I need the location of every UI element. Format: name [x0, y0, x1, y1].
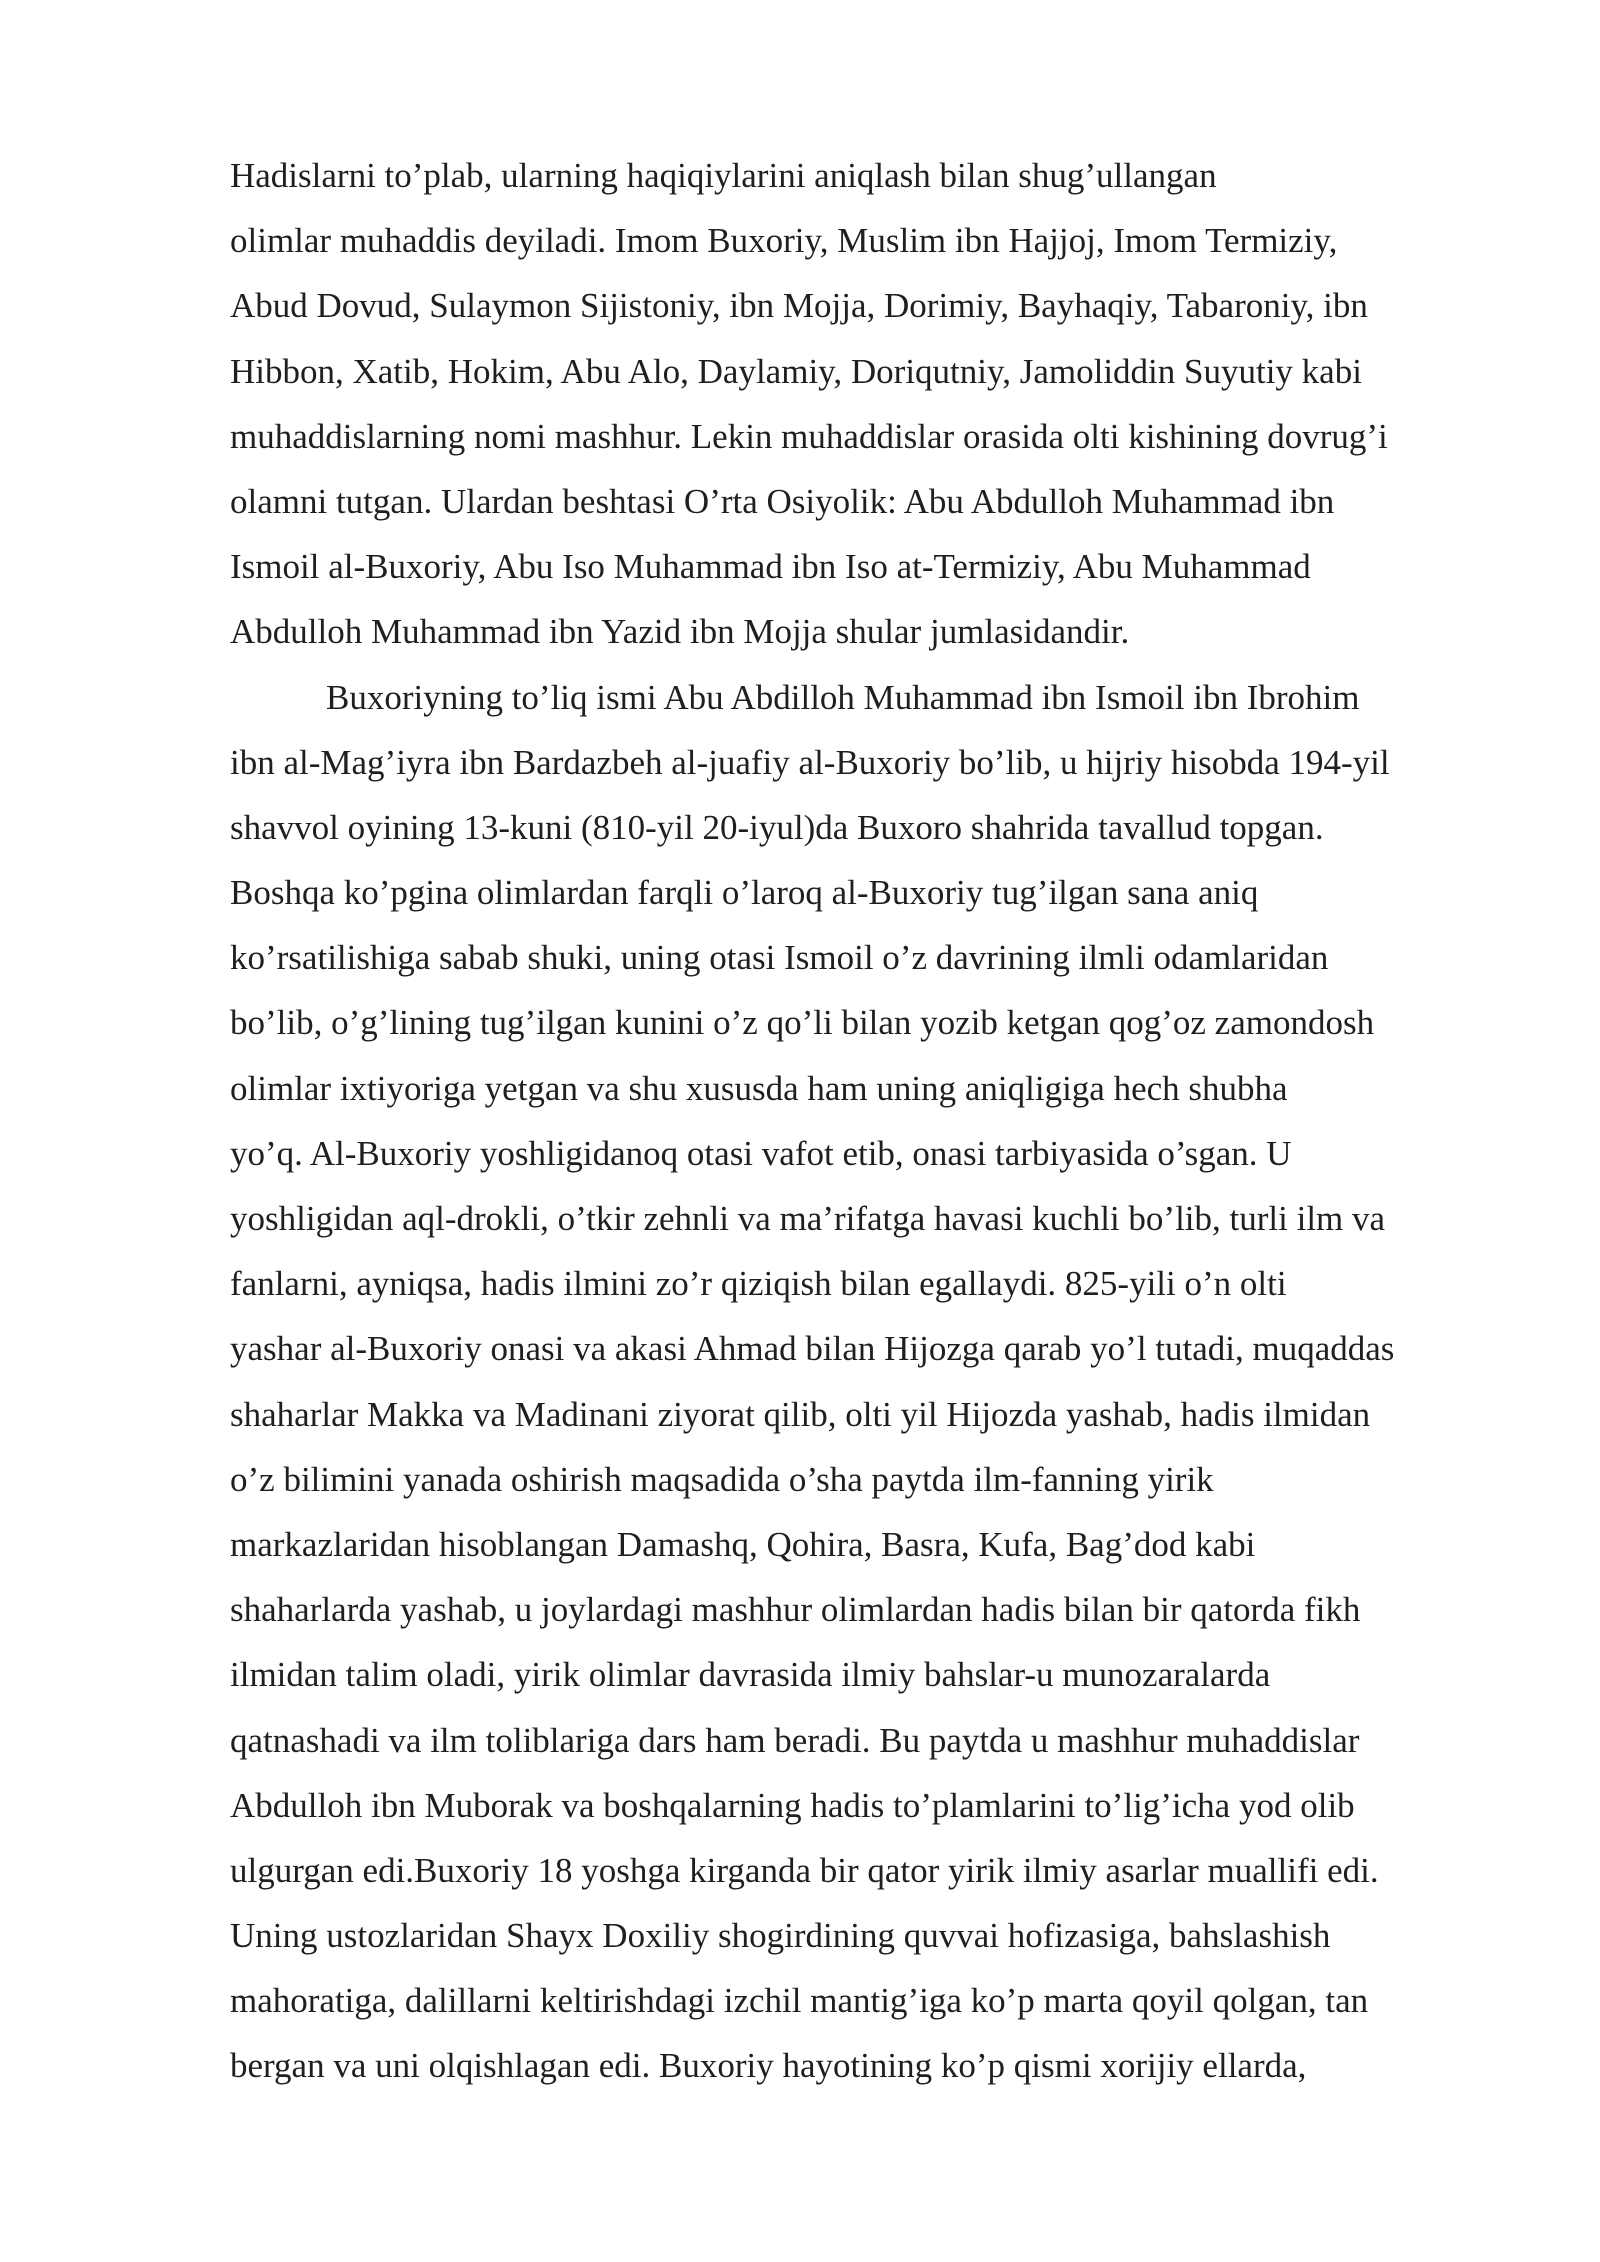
paragraph-first-line: Buxoriyning to’liq ismi Abu Abdilloh Muhammad ibn Ismoil ibn Ibrohim — [326, 677, 1360, 717]
text-line: yoshligidan aql-drokli, o’tkir zehnli va ma’rifatga havasi kuchli bo’lib, turli ilm va — [230, 1199, 1386, 1238]
text-line: fanlarni, ayniqsa, hadis ilmini zo’r qiziqish bilan egallaydi. 825-yili o’n olti — [230, 1264, 1287, 1304]
text-line: Abdulloh ibn Muborak va boshqalarning hadis to’plamlarini to’lig’icha yod olib — [230, 1785, 1355, 1825]
text-line: markazlaridan hisoblangan Damashq, Qohira, Basra, Kufa, Bag’dod kabi — [230, 1524, 1256, 1564]
text-line: bo’lib, o’g’lining tug’ilgan kunini o’z qo’li bilan yozib ketgan qog’oz zamondosh — [230, 1003, 1375, 1043]
text-line: Abdulloh Muhammad ibn Yazid ibn Mojja shular jumlasidandir. — [230, 612, 1130, 652]
text-line: Abud Dovud, Sulaymon Sijistoniy, ibn Mojja, Dorimiy, Bayhaqiy, Tabaroniy, ibn — [230, 286, 1368, 326]
text-line: yashar al-Buxoriy onasi va akasi Ahmad bilan Hijozga qarab yo’l tutadi, muqaddas — [230, 1329, 1395, 1369]
text-line: shaharlarda yashab, u joylardagi mashhur olimlardan hadis bilan bir qatorda fikh — [230, 1590, 1361, 1630]
text-line: Ismoil al-Buxoriy, Abu Iso Muhammad ibn Iso at-Termiziy, Abu Muhammad — [230, 547, 1311, 587]
text-line: shavvol oyining 13-kuni (810-yil 20-iyul)da Buxoro shahrida tavallud topgan. — [230, 807, 1324, 847]
text-line: o’z bilimini yanada oshirish maqsadida o’sha paytda ilm-fanning yirik — [230, 1459, 1214, 1499]
text-line: ibn al-Mag’iyra ibn Bardazbeh al-juafiy al-Buxoriy bo’lib, u hijriy hisobda 194-yil — [230, 742, 1390, 782]
text-line: olimlar muhaddis deyiladi. Imom Buxoriy, Muslim ibn Hajjoj, Imom Termiziy, — [230, 221, 1338, 261]
text-line: ulgurgan edi.Buxoriy 18 yoshga kirganda bir qator yirik ilmiy asarlar muallifi edi. — [230, 1850, 1379, 1890]
text-line: muhaddislarning nomi mashhur. Lekin muhaddislar orasida olti kishining dovrug’i — [230, 416, 1388, 456]
text-line: Boshqa ko’pgina olimlardan farqli o’laroq al-Buxoriy tug’ilgan sana aniq — [230, 873, 1259, 913]
text-line: yo’q. Al-Buxoriy yoshligidanoq otasi vafot etib, onasi tarbiyasida o’sgan. U — [230, 1133, 1292, 1173]
text-line: shaharlar Makka va Madinani ziyorat qilib, olti yil Hijozda yashab, hadis ilmidan — [230, 1394, 1371, 1434]
text-line: Hadislarni to’plab, ularning haqiqiylarini aniqlash bilan shug’ullangan — [230, 156, 1217, 195]
text-line: ilmidan talim oladi, yirik olimlar davrasida ilmiy bahslar-u munozaralarda — [230, 1655, 1271, 1695]
text-line: olimlar ixtiyoriga yetgan va shu xususda ham uning aniqligiga hech shubha — [230, 1068, 1288, 1108]
text-line: Uning ustozlaridan Shayx Doxiliy shogirdining quvvai hofizasiga, bahslashish — [230, 1916, 1331, 1956]
text-line: Hibbon, Xatib, Hokim, Abu Alo, Daylamiy, Doriqutniy, Jamoliddin Suyutiy kabi — [230, 351, 1362, 391]
text-line: bergan va uni olqishlagan edi. Buxoriy hayotining ko’p qismi xorijiy ellarda, — [230, 2046, 1307, 2086]
text-line: qatnashadi va ilm toliblariga dars ham beradi. Bu paytda u mashhur muhaddislar — [230, 1720, 1360, 1760]
text-line: mahoratiga, dalillarni keltirishdagi izchil mantig’iga ko’p marta qoyil qolgan, tan — [230, 1981, 1369, 2021]
text-line: olamni tutgan. Ulardan beshtasi O’rta Osiyolik: Abu Abdulloh Muhammad ibn — [230, 481, 1335, 521]
body-text — [230, 150, 1530, 2106]
text-line: ko’rsatilishiga sabab shuki, uning otasi Ismoil o’z davrining ilmli odamlaridan — [230, 938, 1329, 978]
